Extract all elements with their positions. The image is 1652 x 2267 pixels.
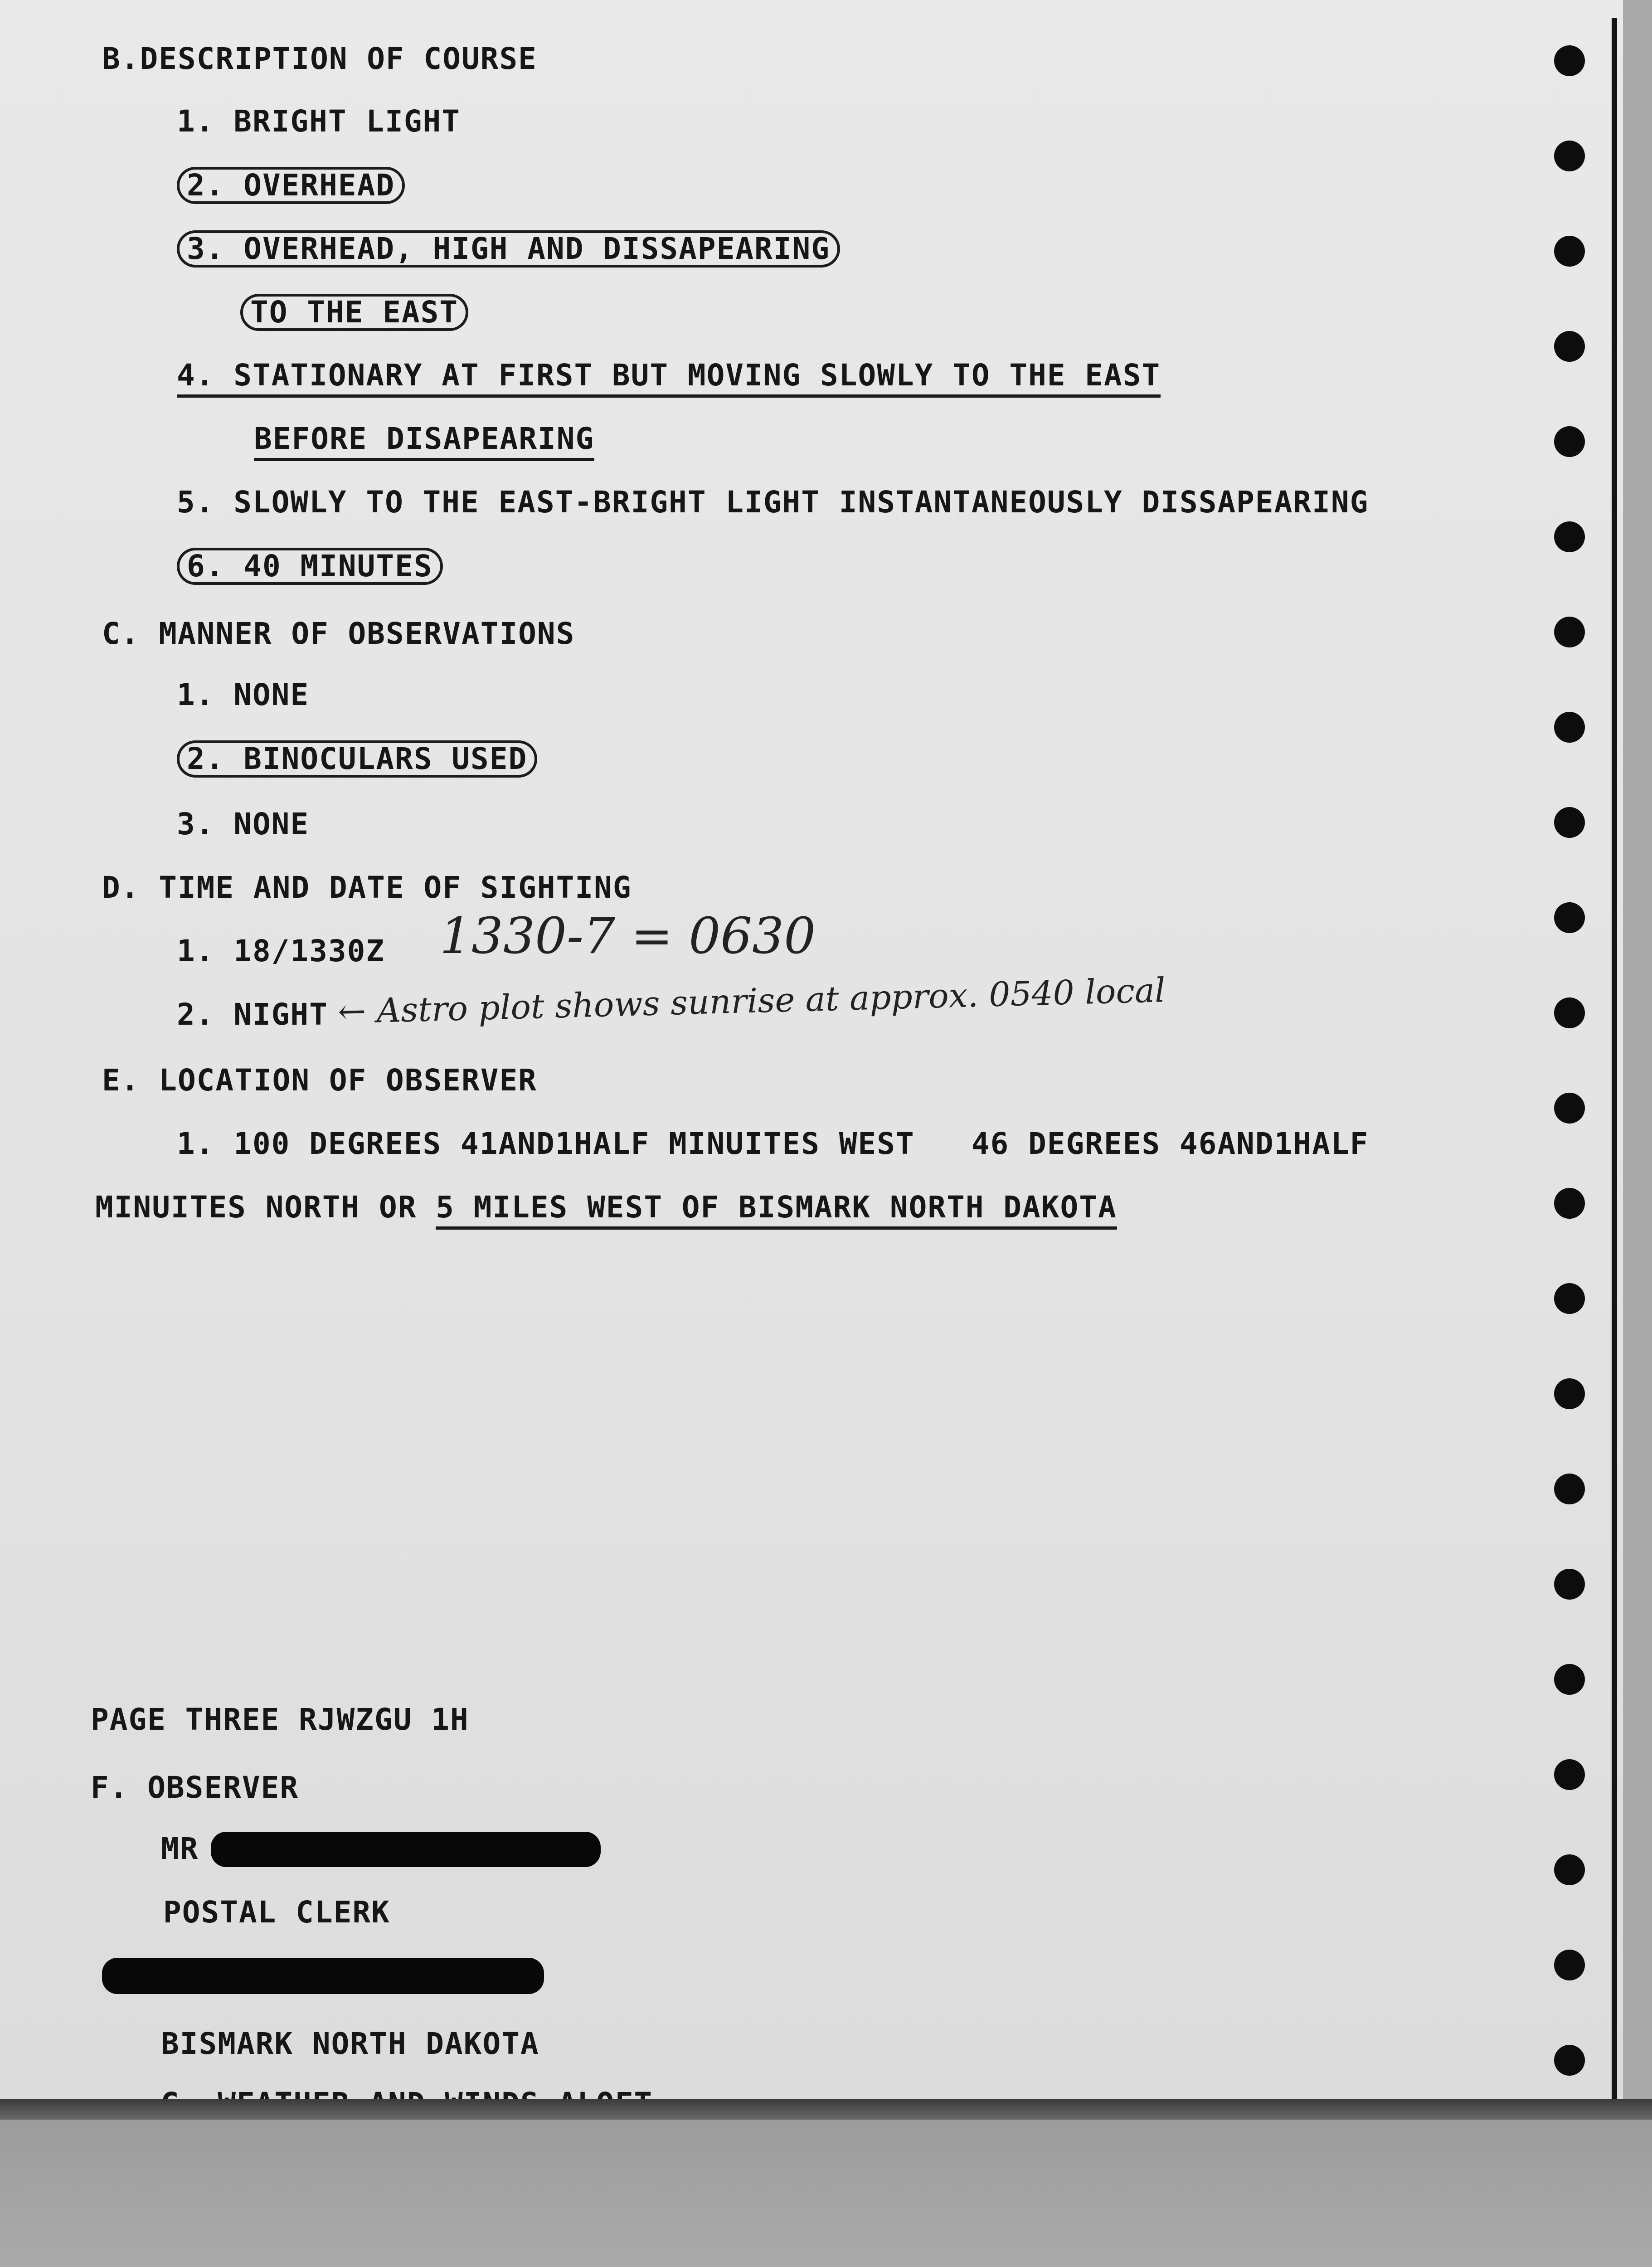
location-line-2-underlined: 5 MILES WEST OF BISMARK NORTH DAKOTA [436,1190,1117,1230]
observer-name-prefix: MR [161,1831,199,1866]
punch-hole [1554,902,1585,933]
punch-hole [1554,712,1585,743]
course-item-2-circled: 2. OVERHEAD [177,167,405,204]
punch-hole [1554,141,1585,171]
section-e-heading: E. LOCATION OF OBSERVER [102,1063,537,1098]
page-header: PAGE THREE RJWZGU 1H [91,1702,469,1737]
punch-hole [1554,331,1585,362]
manner-item-2 [177,740,537,778]
punch-hole [1554,807,1585,838]
punch-hole [1554,1378,1585,1409]
punch-hole [1554,1188,1585,1219]
course-item-4 [177,357,1161,394]
course-item-3-cont-circled: TO THE EAST [240,294,468,331]
time-item-1: 1. 18/1330Z [177,934,385,968]
punch-hole [1554,1950,1585,1980]
course-item-1: 1. BRIGHT LIGHT [177,104,461,139]
section-b-heading: B.DESCRIPTION OF COURSE [102,41,537,76]
punch-hole [1554,45,1585,76]
punch-hole [1554,997,1585,1028]
punch-hole [1554,1854,1585,1885]
punch-hole [1554,1759,1585,1790]
location-line-1: 1. 100 DEGREES 41AND1HALF MINUITES WEST 46 DEGREES 46AND1HALF [177,1126,1369,1161]
scanner-background [0,2120,1652,2267]
paper-bottom-shadow [0,2099,1652,2120]
course-item-2 [177,167,405,204]
manner-item-2-circled: 2. BINOCULARS USED [177,740,537,778]
redaction-bar-name [211,1832,601,1867]
location-line-2 [95,1189,1117,1226]
punch-hole [1554,236,1585,267]
course-item-6-circled: 6. 40 MINUTES [177,548,443,585]
punch-hole [1554,1093,1585,1124]
punch-hole [1554,1474,1585,1504]
punch-hole [1554,1283,1585,1314]
manner-item-1: 1. NONE [177,677,310,712]
location-line-2-prefix: MINUITES NORTH OR [95,1190,436,1225]
section-c-heading: C. MANNER OF OBSERVATIONS [102,616,575,651]
punch-hole [1554,617,1585,647]
section-d-heading: D. TIME AND DATE OF SIGHTING [102,870,632,905]
punch-hole [1554,2045,1585,2076]
handwritten-time-conversion: 1330-7 = 0630 [440,907,816,965]
redaction-bar-address [102,1958,544,1994]
handwritten-astro-note: ← Astro plot shows sunrise at approx. 0540 local [337,971,1166,1031]
observer-occupation: POSTAL CLERK [163,1895,390,1930]
course-item-4-cont-text: BEFORE DISAPEARING [254,421,594,461]
course-item-3 [177,230,840,268]
manner-item-3: 3. NONE [177,807,310,842]
section-f-heading: F. OBSERVER [91,1770,299,1805]
course-item-6 [177,548,443,585]
course-item-4-cont [254,421,594,457]
time-item-2: 2. NIGHT [177,997,328,1032]
punch-hole [1554,426,1585,457]
course-item-3-cont [240,294,468,331]
course-item-3-circled: 3. OVERHEAD, HIGH AND DISSAPEARING [177,230,840,268]
observer-city: BISMARK NORTH DAKOTA [161,2026,539,2061]
course-item-5: 5. SLOWLY TO THE EAST-BRIGHT LIGHT INSTANTANEOUSLY DISSAPEARING [177,485,1369,520]
course-item-4-text: 4. STATIONARY AT FIRST BUT MOVING SLOWLY TO THE EAST [177,358,1161,398]
punch-hole [1554,521,1585,552]
cutoff-line-wrapper [161,2086,660,2099]
punch-hole [1554,1664,1585,1695]
punch-hole [1554,1569,1585,1600]
paper-right-edge [1612,18,1617,2113]
